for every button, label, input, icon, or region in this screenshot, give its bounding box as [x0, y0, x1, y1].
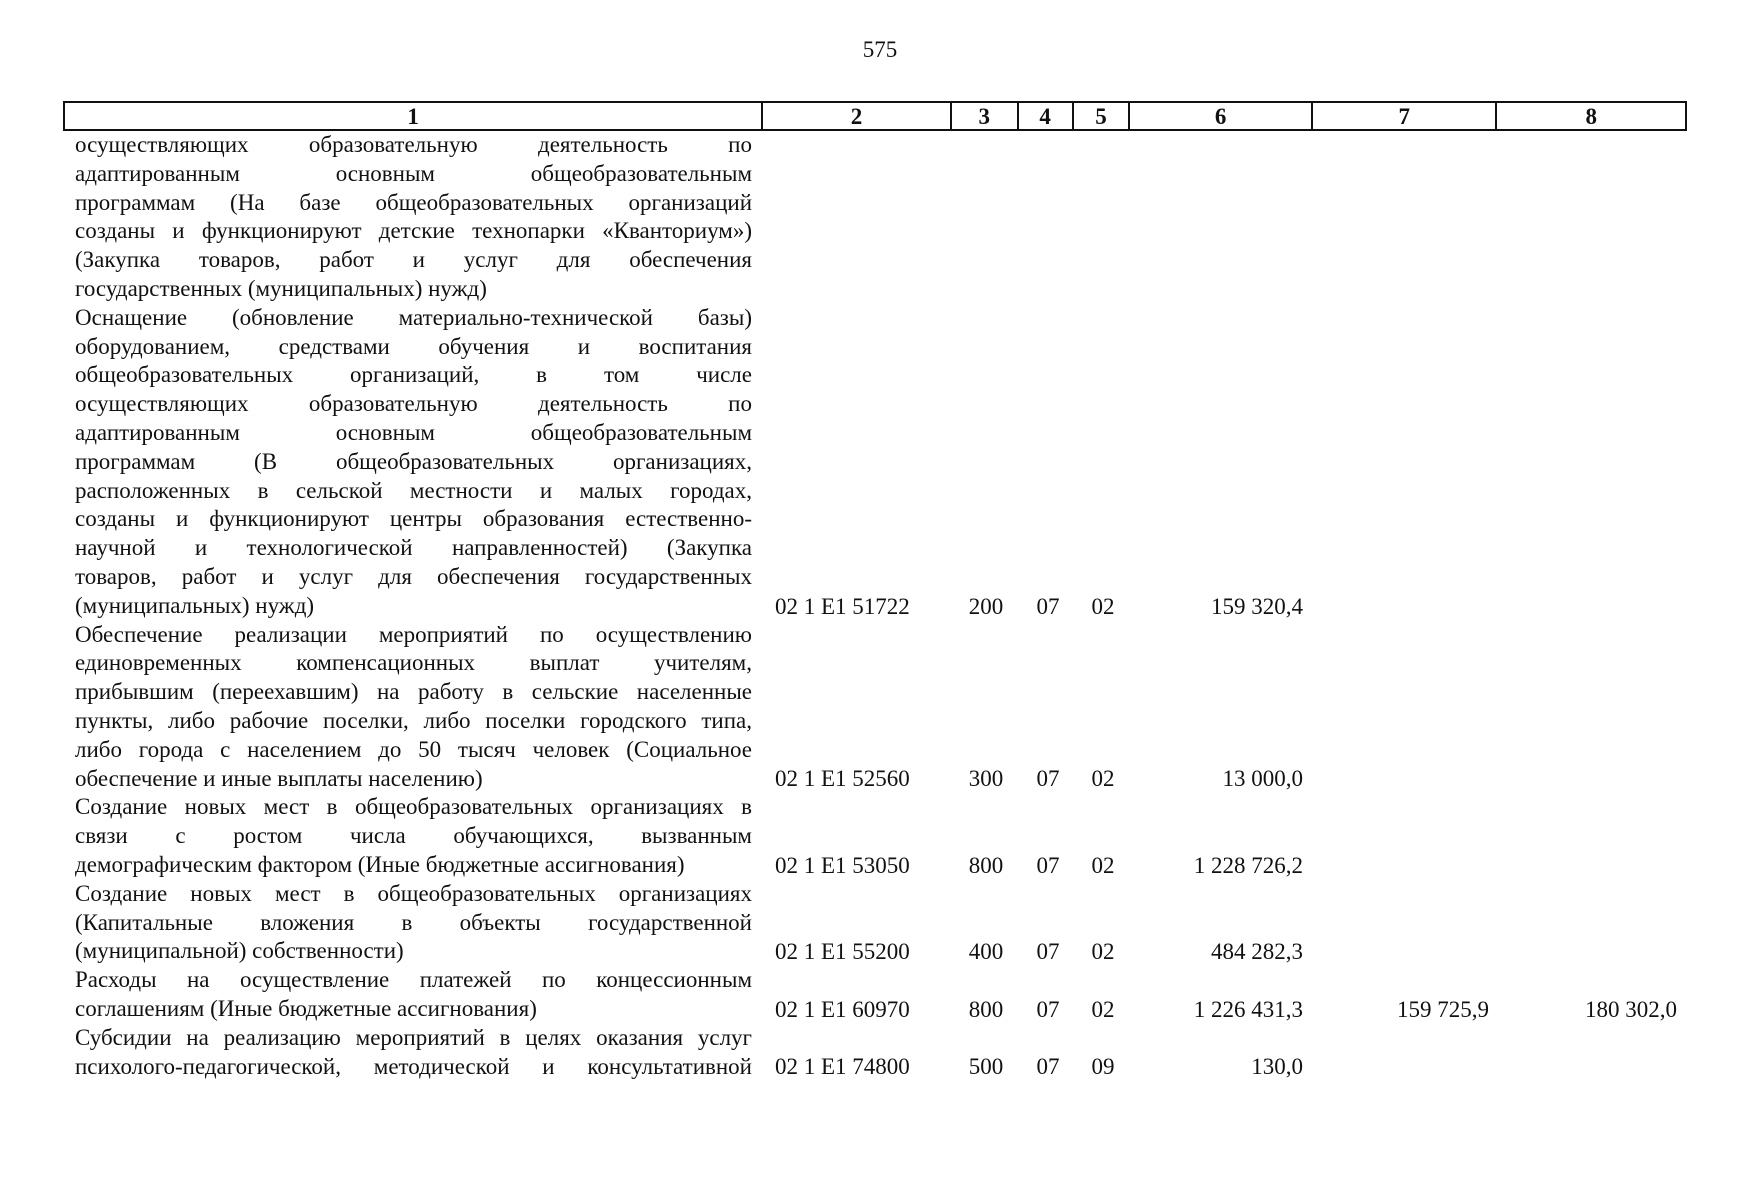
column-header-3: 3	[952, 103, 1019, 129]
row-description	[75, 304, 752, 621]
table-row	[0, 880, 1760, 966]
column-header-2: 2	[763, 103, 952, 129]
column-header-5: 5	[1074, 103, 1131, 129]
description-line: обеспечение и иные выплаты населению)	[75, 765, 483, 791]
amount-col8: 180 302,0	[1585, 996, 1677, 1022]
table-row	[0, 1024, 1760, 1082]
expense-type-code: 800	[968, 996, 1004, 1022]
section-code: 07	[1036, 852, 1060, 878]
section-code: 07	[1036, 593, 1060, 619]
description-line: психолого-педагогической, методической и консультативной	[75, 1053, 752, 1079]
description-line: общеобразовательных организаций, в том числе	[75, 362, 752, 388]
table-row	[0, 966, 1760, 1024]
description-line: (Закупка товаров, работ и услуг для обеспечения	[75, 247, 752, 273]
expense-type-code: 800	[968, 852, 1004, 878]
section-code: 07	[1036, 996, 1060, 1022]
page-number: 575	[862, 37, 898, 62]
section-code: 07	[1036, 766, 1060, 792]
section-code: 07	[1036, 1054, 1060, 1080]
table-row	[0, 621, 1760, 794]
row-values	[0, 995, 1760, 1024]
amount-col6: 159 320,4	[1211, 593, 1303, 619]
table-row	[0, 131, 1760, 304]
row-values	[0, 275, 1760, 304]
description-line: (муниципальной) собственности)	[75, 938, 404, 964]
row-values	[0, 937, 1760, 966]
column-header-1: 1	[65, 103, 763, 129]
target-article-code: 02 1 E1 74800	[775, 1054, 910, 1080]
description-line: прибывшим (переехавшим) на работу в сельские населенные	[75, 679, 752, 705]
table-body	[0, 131, 1760, 1081]
subsection-code: 02	[1091, 939, 1115, 965]
description-line: (Капитальные вложения в объекты государственной	[75, 909, 752, 935]
table-row	[0, 304, 1760, 621]
description-line: оборудованием, средствами обучения и воспитания	[75, 333, 752, 359]
description-line: научной и технологической направленностей) (Закупка	[75, 535, 752, 561]
row-values	[0, 851, 1760, 880]
amount-col6: 1 226 431,3	[1193, 996, 1303, 1022]
description-line: Обеспечение реализации мероприятий по осуществлению	[75, 621, 752, 647]
description-line: осуществляющих образовательную деятельность по	[75, 132, 752, 157]
description-line: программам (В общеобразовательных организациях,	[75, 448, 752, 474]
description-line: демографическим фактором (Иные бюджетные ассигнования)	[75, 851, 685, 877]
description-line: пункты, либо рабочие поселки, либо поселки городского типа,	[75, 707, 752, 733]
description-line: Создание новых мест в общеобразовательных организациях в	[75, 794, 752, 820]
description-line: Расходы на осуществление платежей по концессионным	[75, 967, 752, 993]
target-article-code: 02 1 E1 52560	[775, 766, 910, 792]
amount-col6: 1 228 726,2	[1193, 852, 1303, 878]
subsection-code: 02	[1091, 766, 1115, 792]
section-code: 07	[1036, 939, 1060, 965]
target-article-code: 02 1 E1 51722	[775, 593, 910, 619]
target-article-code: 02 1 E1 53050	[775, 852, 910, 878]
expense-type-code: 500	[968, 1054, 1004, 1080]
target-article-code: 02 1 E1 60970	[775, 996, 910, 1022]
description-line: созданы и функционируют центры образования естественно-	[75, 506, 752, 532]
description-line: соглашениям (Иные бюджетные ассигнования)	[75, 995, 537, 1021]
amount-col6: 130,0	[1251, 1054, 1303, 1080]
description-line: расположенных в сельской местности и малых городах,	[75, 477, 752, 503]
description-line: товаров, работ и услуг для обеспечения государственных	[75, 563, 752, 589]
subsection-code: 02	[1091, 593, 1115, 619]
description-line: созданы и функционируют детские технопарки «Кванториум»)	[75, 218, 752, 244]
description-line: (муниципальных) нужд)	[75, 592, 315, 618]
column-header-7: 7	[1313, 103, 1498, 129]
description-line: либо города с населением до 50 тысяч человек (Социальное	[75, 736, 752, 762]
table-header	[63, 101, 1687, 131]
amount-col7: 159 725,9	[1397, 996, 1489, 1022]
target-article-code: 02 1 E1 55200	[775, 939, 910, 965]
column-header-8: 8	[1585, 104, 1597, 129]
subsection-code: 02	[1091, 852, 1115, 878]
description-line: программам (На базе общеобразовательных организаций	[75, 189, 752, 215]
row-values	[0, 1052, 1760, 1081]
amount-col6: 13 000,0	[1222, 766, 1303, 792]
amount-col6: 484 282,3	[1211, 939, 1303, 965]
description-line: осуществляющих образовательную деятельность по	[75, 391, 752, 417]
subsection-code: 02	[1091, 996, 1115, 1022]
expense-type-code: 400	[968, 939, 1004, 965]
expense-type-code: 300	[968, 766, 1004, 792]
column-header-6: 6	[1130, 103, 1313, 129]
row-values	[0, 764, 1760, 793]
description-line: единовременных компенсационных выплат учителям,	[75, 650, 752, 676]
expense-type-code: 200	[968, 593, 1004, 619]
row-values	[0, 592, 1760, 621]
description-line: Создание новых мест в общеобразовательных организациях	[75, 880, 752, 906]
description-line: адаптированным основным общеобразовательным	[75, 160, 752, 186]
description-line: связи с ростом числа обучающихся, вызванным	[75, 823, 752, 849]
description-line: государственных (муниципальных) нужд)	[75, 275, 487, 301]
description-line: адаптированным основным общеобразовательным	[75, 419, 752, 445]
table-row	[0, 793, 1760, 879]
description-line: Оснащение (обновление материально-технической базы)	[75, 304, 752, 330]
subsection-code: 09	[1091, 1054, 1115, 1080]
description-line: Субсидии на реализацию мероприятий в целях оказания услуг	[75, 1024, 752, 1050]
column-header-4: 4	[1019, 103, 1074, 129]
